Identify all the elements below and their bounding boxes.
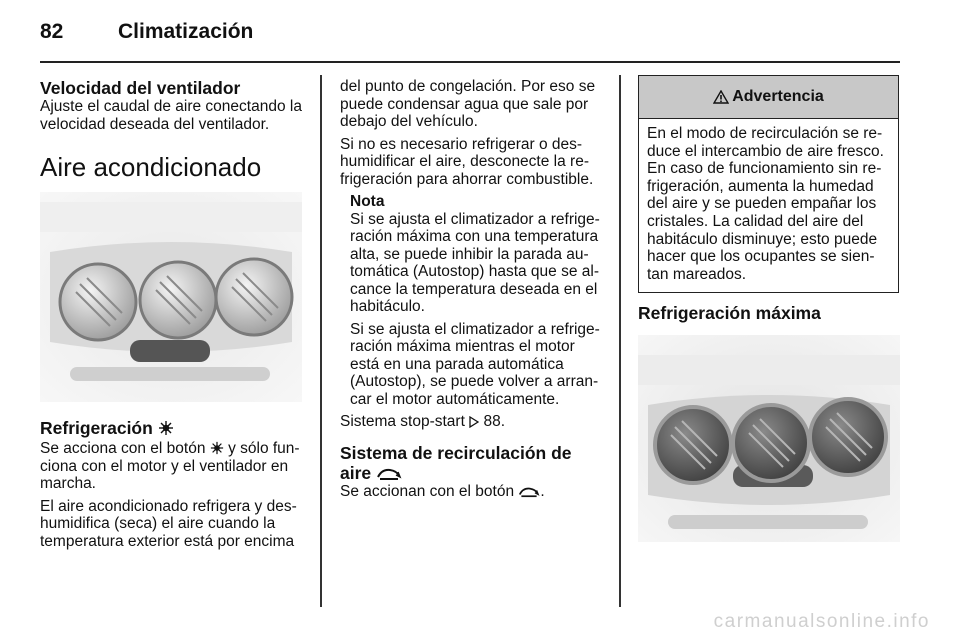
recirculation-icon <box>376 467 402 481</box>
cooling-p1-end: y sólo fun-ciona con el motor y el ventilador en marcha. <box>40 440 300 492</box>
recirculation-icon <box>518 486 540 498</box>
warning-box <box>638 75 899 293</box>
cooling-heading-text: Refrigeración <box>40 418 153 438</box>
stop-start-text: Sistema stop-start <box>340 413 465 430</box>
watermark: carmanualsonline.info <box>713 611 930 632</box>
warning-text: En el modo de recirculación se re-duce el intercambio de aire fresco. En caso de funcionamiento sin re-frigeración, aumenta la humedad del aire y se pueden empañar los cristales. La calidad del aire del habitáculo disminuye; esto puede hacer que los ocupantes se sien-tan mareados. <box>647 125 884 283</box>
column-divider-2 <box>619 75 621 607</box>
cooling-p1-start: Se acciona con el botón <box>40 440 206 457</box>
climate-control-photo-2 <box>638 335 900 542</box>
note-block <box>340 193 602 408</box>
recirculation-heading-text: Sistema de recirculación de aire <box>340 442 572 483</box>
note-paragraph-1: Si se ajusta el climatizador a refrige-ración máxima con una temperatura alta, se puede inhibir la parada au-tomática (Autostop) hasta que se al-cance la temperatura deseada en el habitáculo. <box>350 210 600 315</box>
note-label: Nota <box>350 193 385 210</box>
stop-start-page: 88. <box>483 413 506 430</box>
climate-control-photo-1 <box>40 192 302 402</box>
max-cooling-heading: Refrigeración máxima <box>638 303 821 323</box>
left-column <box>40 78 302 133</box>
middle-paragraph-2: Si no es necesario refrigerar o des-humidificar el aire, desconecte la re-frigeración para ahorrar combustible. <box>340 135 594 188</box>
snowflake-icon <box>158 420 174 436</box>
warning-title: Advertencia <box>732 88 824 105</box>
recirculation-text: Se accionan con el botón . <box>340 482 545 500</box>
stop-start-reference <box>340 413 602 431</box>
recirculation-heading <box>340 443 602 483</box>
fan-speed-heading: Velocidad del ventilador <box>40 78 241 98</box>
warning-header <box>639 76 898 119</box>
middle-paragraph-1: del punto de congelación. Por eso se puede condensar agua que sale por debajo del vehículo. <box>340 78 596 130</box>
cooling-heading <box>40 418 302 438</box>
fan-speed-text: Ajuste el caudal de aire conectando la velocidad deseada del ventilador. <box>40 98 302 133</box>
note-paragraph-2: Si se ajusta el climatizador a refrige-ración máxima mientras el motor está en una parada automática (Autostop), se puede volver a arran-car el motor automáticamente. <box>350 320 600 408</box>
column-divider-1 <box>320 75 322 607</box>
page-number: 82 <box>40 20 64 43</box>
recirculation-text-start: Se accionan con el botón <box>340 482 515 500</box>
air-conditioning-heading: Aire acondicionado <box>40 152 262 182</box>
snowflake-icon <box>210 441 224 455</box>
cooling-section <box>40 418 302 550</box>
arrow-ref-icon <box>469 416 479 428</box>
cooling-paragraph-2: El aire acondicionado refrigera y des-humidifica (seca) el aire cuando la temperatura exterior está por encima <box>40 497 297 550</box>
warning-triangle-icon <box>713 90 729 104</box>
cooling-paragraph-1 <box>40 440 302 493</box>
middle-column <box>340 78 602 500</box>
page-title: Climatización <box>118 20 254 43</box>
header-rule <box>40 61 900 63</box>
